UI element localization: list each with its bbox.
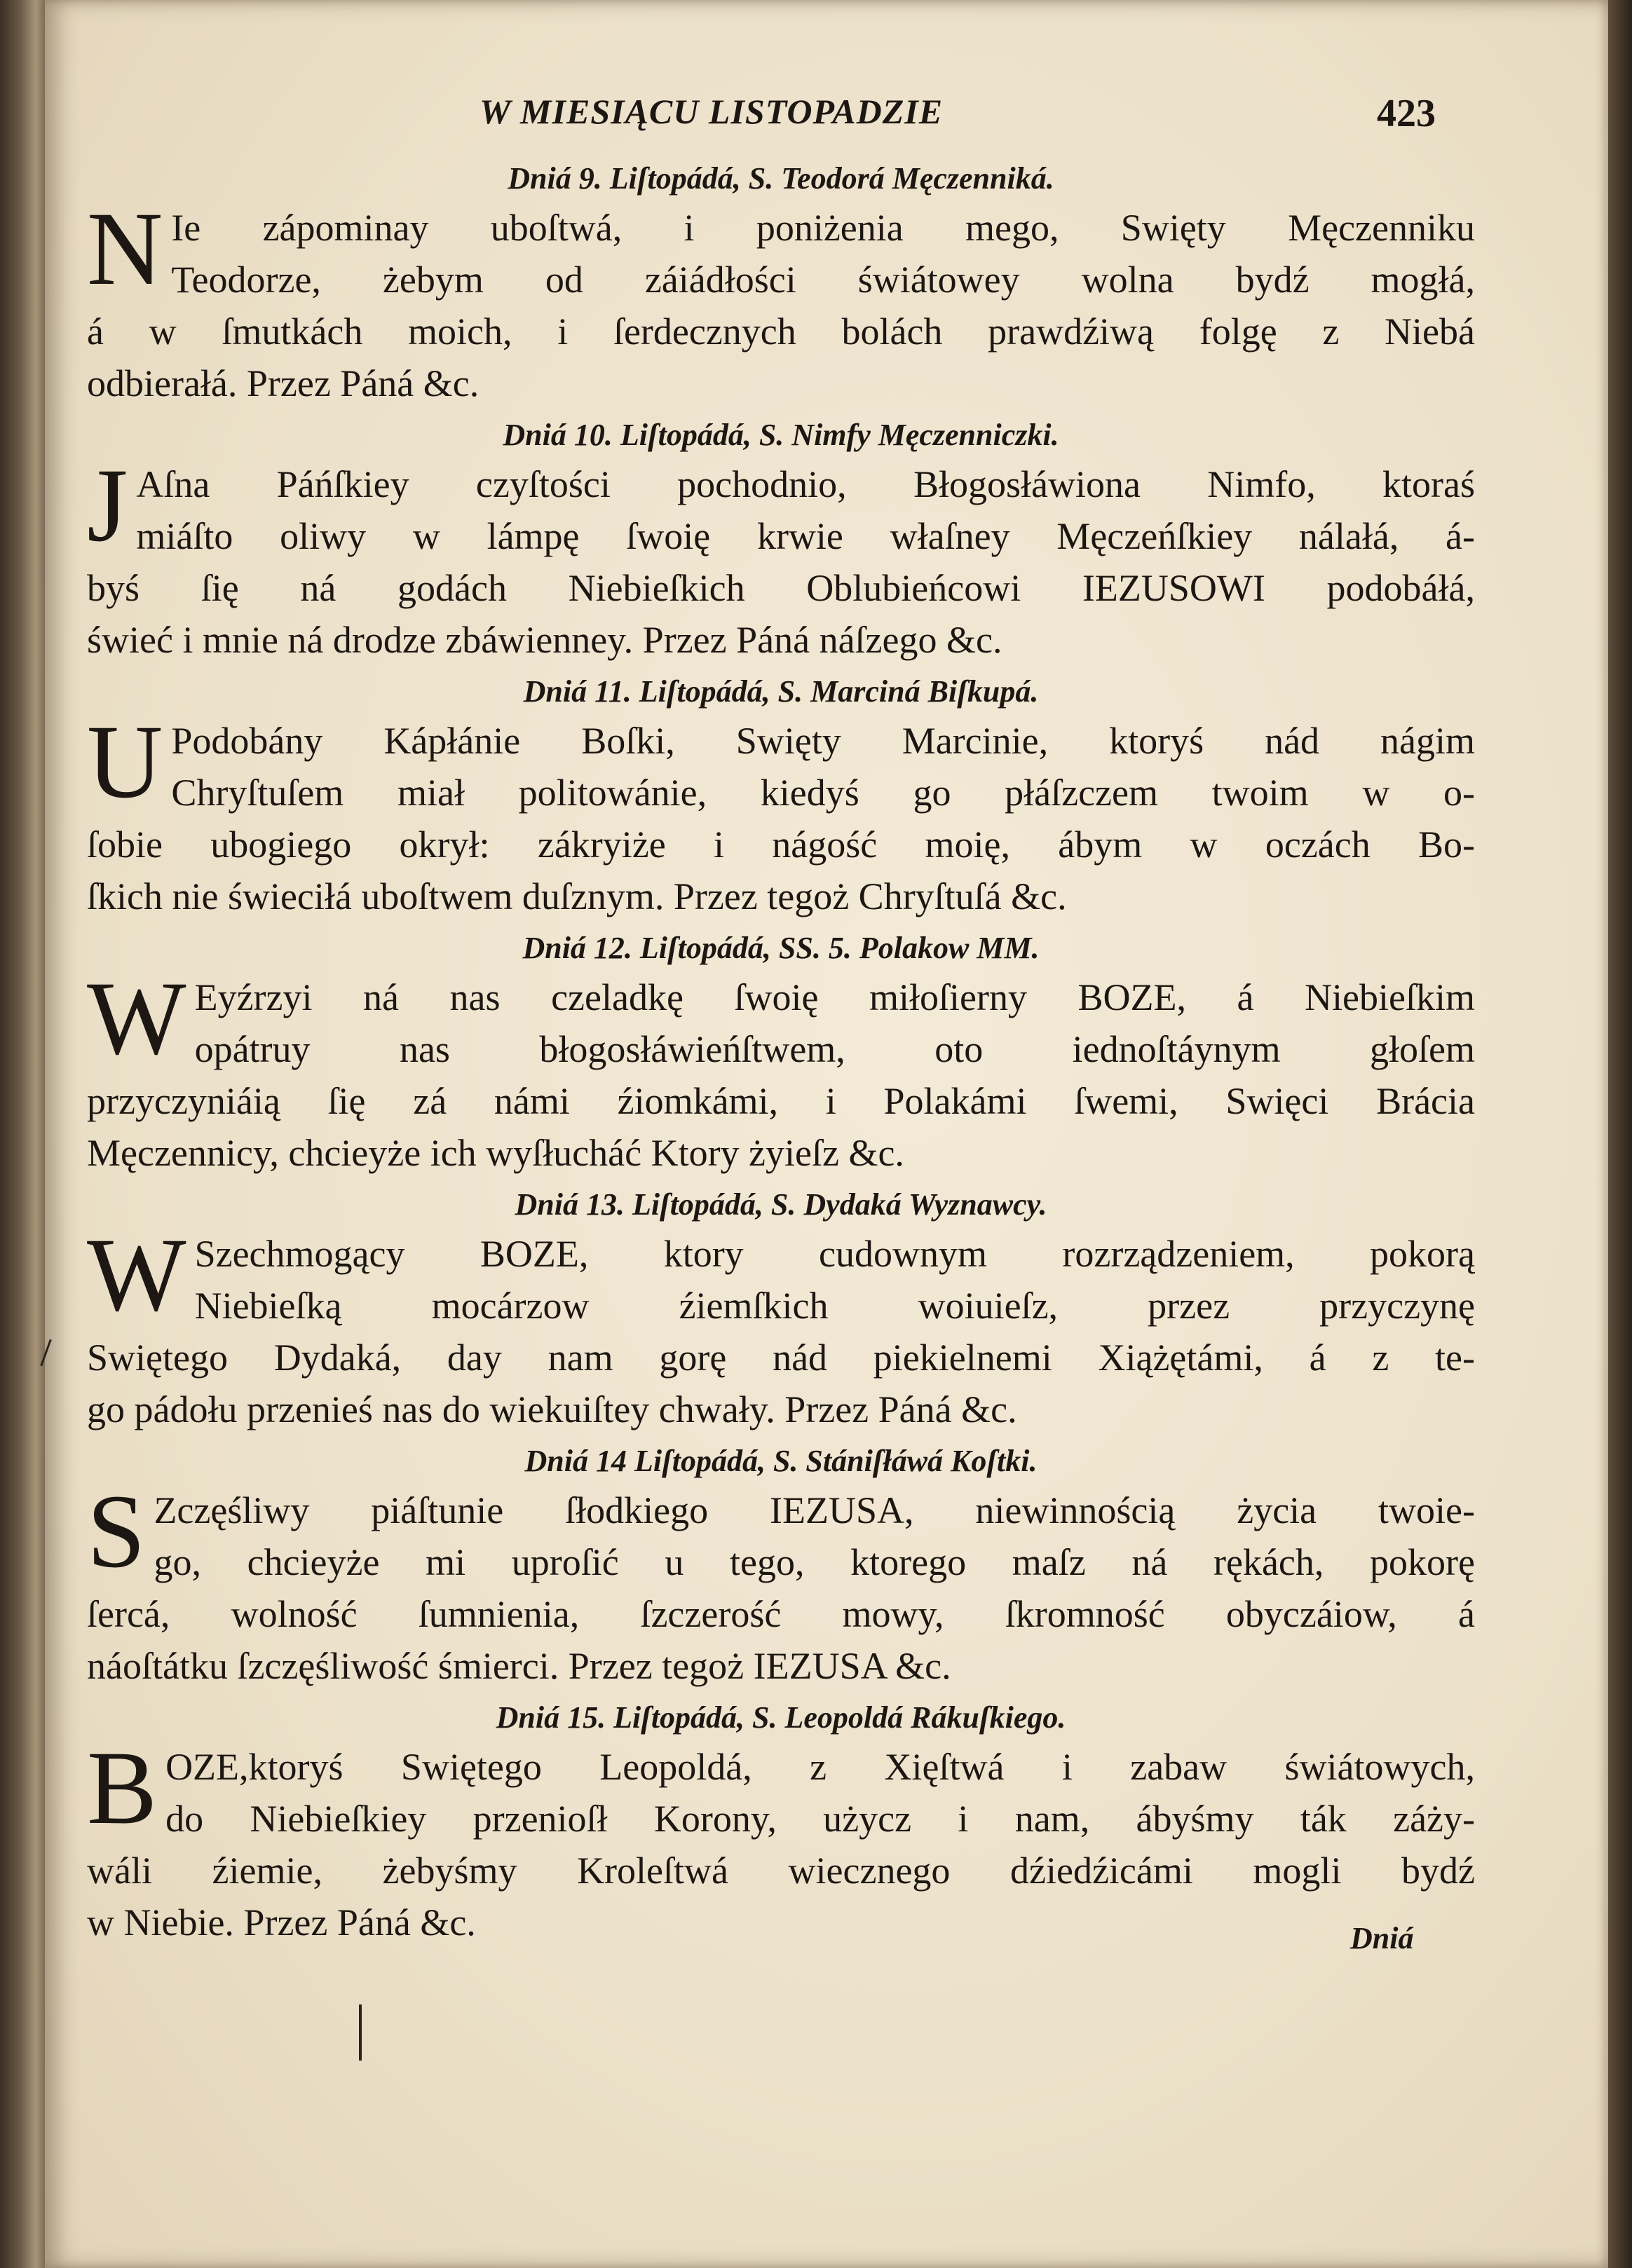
text-line: OZE,ktoryś Swiętego Leopoldá, z Xięſtwá i zabaw świátowych,: [165, 1746, 1475, 1788]
day-heading: Dniá 10. Liſtopádá, S. Nimfy Męczenniczki.: [503, 418, 1059, 452]
drop-capital: W: [87, 960, 186, 1077]
facing-page-edge: [0, 0, 45, 2268]
prayer-entry: [87, 960, 1475, 1179]
page-number: 423: [1377, 92, 1436, 135]
running-title: W MIESIĄCU LISTOPADZIE: [480, 92, 944, 131]
day-heading: Dniá 13. Liſtopádá, S. Dydaká Wyznawcy.: [515, 1187, 1047, 1222]
text-line: odbierałá. Przez Páná &c.: [87, 362, 480, 404]
day-heading: Dniá 12. Liſtopádá, SS. 5. Polakow MM.: [522, 931, 1040, 965]
day-heading: Dniá 9. Liſtopádá, S. Teodorá Męczenniká.: [508, 161, 1054, 196]
text-line: ſercá, wolność ſumnienia, ſzczerość mowy, ſkromność obyczáiow, á: [87, 1593, 1475, 1635]
text-line: przyczyniáią ſię zá námi źiomkámi, i Polakámi ſwemi, Swięci Brácia: [87, 1080, 1475, 1122]
page-edge-shadow: [1608, 0, 1632, 2268]
day-heading: Dniá 11. Liſtopádá, S. Marciná Biſkupá.: [523, 674, 1039, 709]
text-line: go, chcieyże mi uproſić u tego, ktorego maſz ná rękách, pokorę: [154, 1541, 1475, 1583]
text-line: świeć i mnie ná drodze zbáwienney. Przez Páná náſzego &c.: [87, 619, 1002, 661]
drop-capital: U: [87, 704, 163, 820]
text-line: Teodorze, żebym od záiádłości świátowey wolna bydź mogłá,: [171, 259, 1475, 301]
text-line: miáſto oliwy w lámpę ſwoię krwie właſney Męczeńſkiey nálałá, á-: [136, 515, 1475, 557]
text-line: á w ſmutkách moich, i ſerdecznych bolách prawdźiwą folgę z Niebá: [87, 310, 1475, 353]
text-line: Szechmogący BOZE, ktory cudownym rozrządzeniem, pokorą: [194, 1233, 1475, 1275]
prayer-text: [87, 154, 1475, 1954]
text-line: wáli źiemie, żebyśmy Kroleſtwá wiecznego dźiedźicámi mogli bydź: [87, 1850, 1475, 1892]
text-line: w Niebie. Przez Páná &c.: [87, 1901, 476, 1943]
prayer-entry: [87, 1730, 1475, 1948]
text-line: opátruy nas błogosłáwieńſtwem, oto iednoſtáynym głoſem: [194, 1028, 1475, 1070]
text-line: Ie zápominay uboſtwá, i poniżenia mego, Swięty Męczenniku: [171, 207, 1475, 249]
prayer-entry: [87, 191, 1475, 409]
book-page: [45, 0, 1608, 2268]
text-line: Chryſtuſem miał politowánie, kiedyś go płáſzczem twoim w o-: [171, 772, 1475, 814]
text-line: Eyźrzyi ná nas czeladkę ſwoię miłoſierny BOZE, á Niebieſkim: [194, 976, 1475, 1018]
page-header: [45, 91, 1608, 147]
day-heading: Dniá 14 Liſtopádá, S. Stániſłáwá Koſtki.: [524, 1444, 1038, 1478]
prayer-entry: [87, 1473, 1475, 1692]
text-line: Aſna Páńſkiey czyſtości pochodnio, Błogosłáwiona Nimfo, ktoraś: [136, 463, 1475, 505]
text-line: Męczennicy, chcieyże ich wyſłucháć Ktory żyieſz &c.: [87, 1132, 904, 1174]
prayer-entry: [87, 447, 1475, 666]
drop-capital: J: [87, 447, 128, 563]
text-line: Zczęśliwy piáſtunie ſłodkiego IEZUSA, niewinnością życia twoie-: [154, 1489, 1475, 1531]
drop-capital: W: [87, 1217, 186, 1333]
day-heading: Dniá 15. Liſtopádá, S. Leopoldá Rákuſkiego.: [496, 1700, 1066, 1735]
drop-capital: S: [87, 1473, 146, 1590]
ink-mark: [359, 2004, 362, 2061]
prayer-entry: [87, 1217, 1475, 1435]
text-line: Podobány Kápłánie Boſki, Swięty Marcinie, ktoryś nád nágim: [171, 720, 1475, 762]
drop-capital: B: [87, 1730, 158, 1846]
drop-capital: N: [87, 191, 163, 307]
text-line: Niebieſką mocárzow źiemſkich woiuieſz, przez przyczynę: [194, 1285, 1475, 1327]
text-line: ſkich nie świeciłá uboſtwem duſznym. Przez tegoż Chryſtuſá &c.: [87, 875, 1067, 917]
text-line: náoſtátku ſzczęśliwość śmierci. Przez tegoż IEZUSA &c.: [87, 1645, 951, 1687]
text-line: ſobie ubogiego okrył: zákryiże i nágość moię, ábym w oczách Bo-: [87, 824, 1475, 866]
text-line: Swiętego Dydaká, day nam gorę nád piekielnemi Xiążętámi, á z te-: [87, 1337, 1475, 1379]
text-line: do Niebieſkiey przenioſł Korony, użycz i nam, ábyśmy ták záży-: [165, 1798, 1475, 1840]
prayer-entry: [87, 704, 1475, 922]
text-line: go pádołu przenieś nas do wiekuiſtey chwały. Przez Páná &c.: [87, 1388, 1017, 1430]
text-line: byś ſię ná godách Niebieſkich Oblubieńcowi IEZUSOWI podobáłá,: [87, 567, 1475, 609]
catchword: Dniá: [1350, 1921, 1414, 1955]
